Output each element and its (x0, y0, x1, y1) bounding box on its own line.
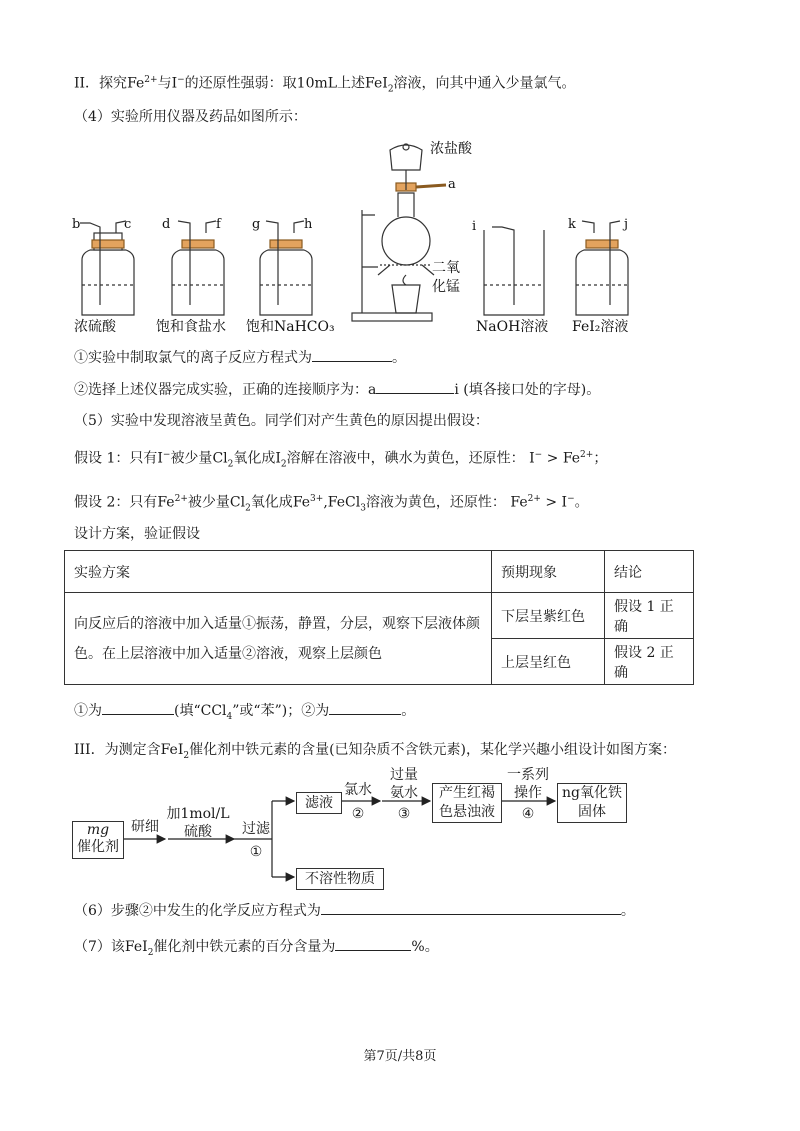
beaker-label: NaOH溶液 (476, 319, 549, 335)
bottle-sat-brine (172, 221, 224, 315)
excess-ammonia-label: 过量 氨水 (390, 767, 418, 801)
header-phenomenon: 预期现象 (492, 551, 605, 593)
q4-title: （4）实验所用仪器及药品如图所示： (74, 109, 307, 125)
q4-sub2: ②选择上述仪器完成实验，正确的连接顺序为：a i (填各接口处的字母)。 (74, 379, 600, 400)
port-j: j (624, 217, 629, 232)
port-c: c (124, 217, 132, 232)
header-plan: 实验方案 (65, 551, 492, 593)
series-ops-label: 一系列 操作 (507, 767, 549, 801)
bottle2-label: 饱和食盐水 (156, 319, 226, 335)
product-box: ng氧化铁 固体 (557, 783, 627, 823)
bottle3-label: 饱和NaHCO₃ (246, 319, 335, 335)
step3-label: ③ (397, 806, 411, 822)
step4-label: ④ (521, 806, 535, 822)
q5-title: （5）实验中发现溶液呈黄色。同学们对产生黄色的原因提出假设： (74, 413, 489, 429)
phenomenon-1: 下层呈紫红色 (492, 593, 605, 639)
step2-label: ② (351, 806, 365, 822)
q4-sub1: ①实验中制取氯气的离子反应方程式为 。 (74, 347, 406, 368)
bottle1-label: 浓硫酸 (74, 319, 116, 335)
suspension-box: 产生红褐 色悬浊液 (432, 783, 502, 823)
conclusion-2: 假设 2 正确 (605, 639, 694, 685)
conclusion-1: 假设 1 正确 (605, 593, 694, 639)
port-f: f (216, 217, 221, 232)
verification-table (64, 550, 694, 685)
acid-label: 加1mol/L 硫酸 (166, 806, 230, 840)
phenomenon-2: 上层呈红色 (492, 639, 605, 685)
apparatus-figure (60, 135, 660, 340)
plan-cell: 向反应后的溶液中加入适量①振荡，静置，分层，观察下层液体颜 色。在上层溶液中加入适量②溶液，观察上层颜色 (65, 593, 492, 685)
page-footer: 第7页/共8页 (363, 1049, 437, 1064)
port-d: d (162, 217, 171, 232)
port-a: a (448, 177, 456, 192)
step1-label: ① (249, 844, 263, 860)
beaker-naoh (484, 227, 544, 315)
port-b: b (72, 217, 81, 232)
chlorine-label: 氯水 (344, 782, 372, 798)
part2-intro: II．探究$Fe^{2+}$与I−的还原性强弱：取10mL上述FeI$_2$溶液，向其中通入少量氯气。 (74, 75, 576, 95)
filtrate-box: 滤液 (296, 792, 342, 814)
design-label: 设计方案，验证假设 (74, 526, 200, 542)
catalyst-box: mg 催化剂 (72, 821, 124, 859)
bottle-fei2 (576, 221, 628, 315)
hypothesis-1: 假设 1：只有I−被少量$Cl_2$氧化成$I_2$溶解在溶液中，碘水为黄色，还原性： $I^- > Fe^{2+}$； (74, 450, 608, 470)
port-g: g (252, 217, 261, 232)
mno2-label-2: 化锰 (432, 279, 460, 295)
grind-label: 研细 (131, 819, 159, 835)
hypothesis-2: 假设 2：只有$Fe^{2+}$被少量$Cl_2$氧化成$Fe^{3+},FeCl_3$溶液为黄色，还原性： $Fe^{2+} > I^-$。 (74, 494, 589, 514)
port-h: h (304, 217, 313, 232)
part3-intro: III．为测定含FeI$_2$催化剂中铁元素的含量(已知杂质不含铁元素)，某化学兴趣小组设计如图方案： (74, 742, 677, 761)
header-conclusion: 结论 (605, 551, 694, 593)
mno2-label-1: 二氧 (432, 260, 460, 276)
conc-hcl-label: 浓盐酸 (430, 141, 472, 157)
bottle-sat-nahco3 (260, 221, 312, 315)
q6: （6）步骤②中发生的化学反应方程式为 。 (74, 900, 635, 921)
bottle-conc-sulfuric (80, 221, 134, 315)
q7: （7）该FeI$_2$催化剂中铁元素的百分含量为 %。 (74, 936, 439, 963)
port-k: k (568, 217, 576, 232)
filter-label: 过滤 (242, 821, 270, 837)
bottle-fei2-label: FeI₂溶液 (572, 319, 629, 335)
insoluble-box: 不溶性物质 (296, 868, 384, 890)
q5-fill: ①为 (填“CCl$_4$”或“苯”)；②为 。 (74, 700, 415, 727)
port-i: i (472, 219, 477, 234)
